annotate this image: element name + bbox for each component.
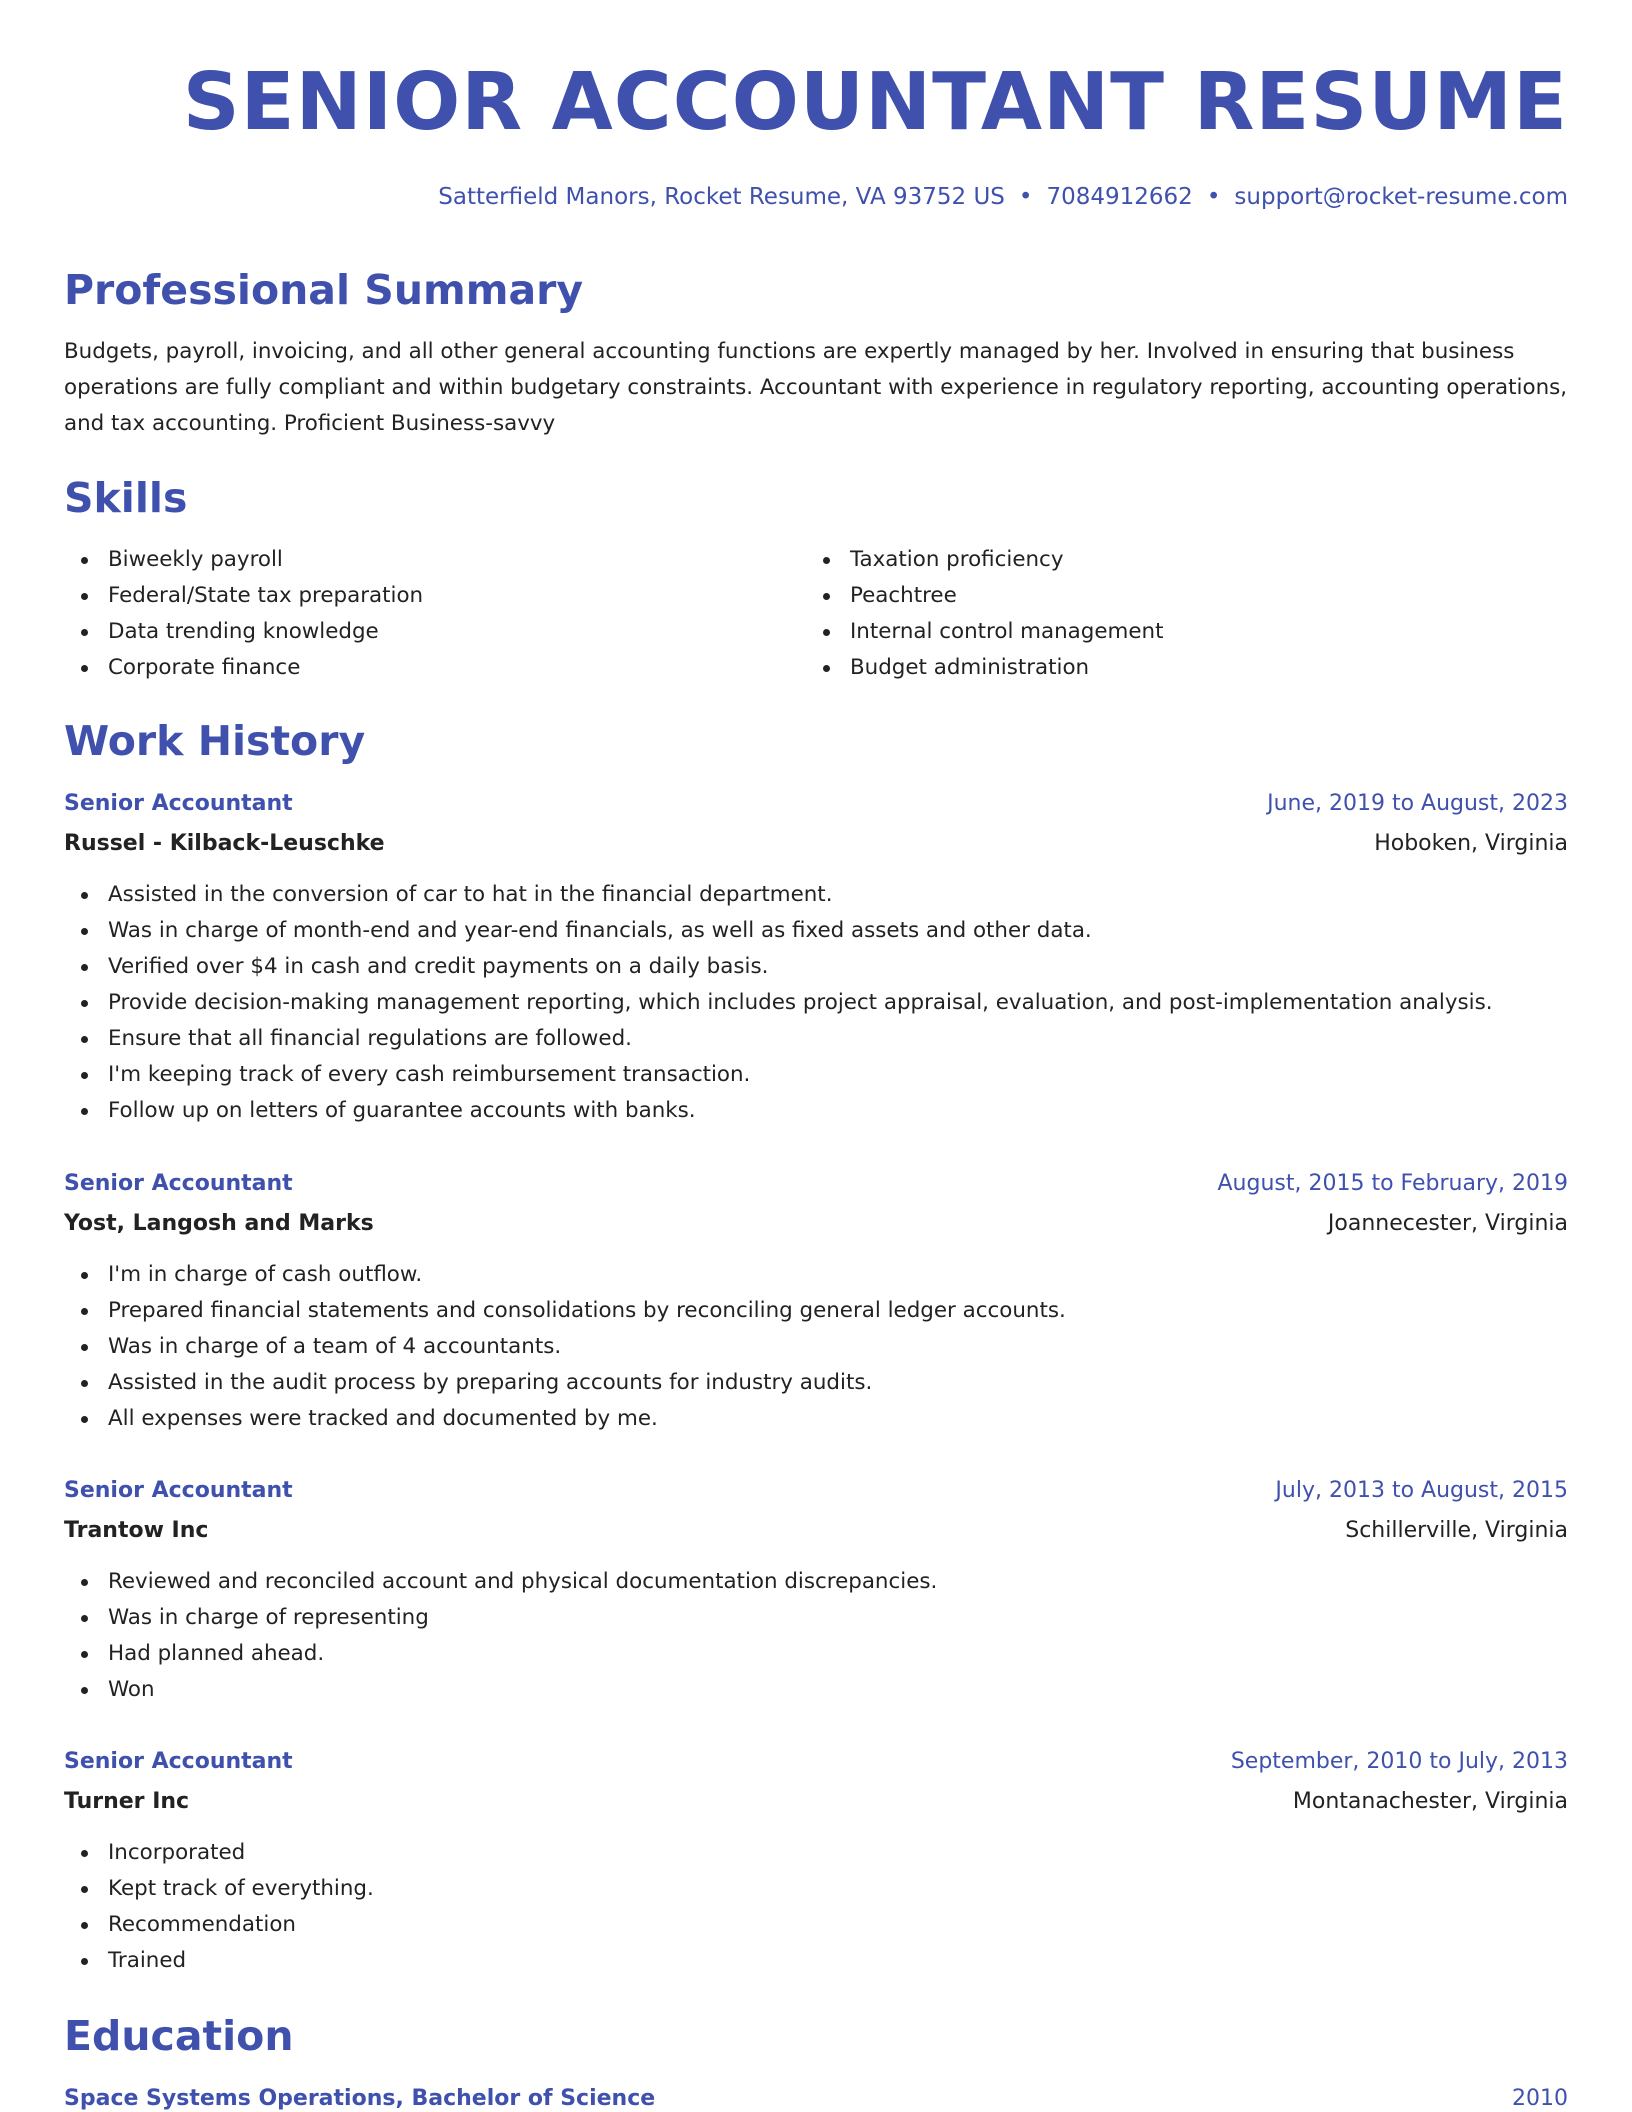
- job-bullet: Was in charge of month-end and year-end financials, as well as fixed assets and other data.: [64, 913, 1568, 949]
- job-bullet: Ensure that all financial regulations are followed.: [64, 1021, 1568, 1057]
- resume-page: [64, 0, 1568, 2112]
- job-company: Yost, Langosh and Marks: [64, 1211, 374, 1236]
- job-location: Joannecester, Virginia: [1327, 1211, 1568, 1236]
- skill-item: Biweekly payroll: [64, 542, 423, 578]
- job-title: Senior Accountant: [64, 1749, 293, 1774]
- skill-item: Peachtree: [806, 578, 1163, 614]
- job-dates: September, 2010 to July, 2013: [1230, 1749, 1568, 1774]
- job-entry: [64, 787, 1568, 1129]
- job-bullet: Prepared financial statements and consolidations by reconciling general ledger accounts.: [64, 1293, 1568, 1329]
- job-bullets: [64, 1257, 1568, 1437]
- skills-column-right: [806, 542, 1163, 686]
- job-title: Senior Accountant: [64, 791, 293, 816]
- job-bullet: Was in charge of a team of 4 accountants.: [64, 1329, 1568, 1365]
- job-bullet: Reviewed and reconciled account and physical documentation discrepancies.: [64, 1564, 1568, 1600]
- contact-address: Satterfield Manors, Rocket Resume, VA 93752 US: [438, 184, 1005, 210]
- job-dates: July, 2013 to August, 2015: [1275, 1478, 1568, 1503]
- job-header-row: [64, 1474, 1568, 1514]
- job-location: Hoboken, Virginia: [1374, 831, 1568, 856]
- job-bullet: I'm in charge of cash outflow.: [64, 1257, 1568, 1293]
- job-company-row: [64, 1785, 1568, 1825]
- job-bullet: Verified over $4 in cash and credit payments on a daily basis.: [64, 949, 1568, 985]
- job-company: Trantow Inc: [64, 1518, 209, 1543]
- job-bullets: [64, 1564, 1568, 1708]
- education-heading: Education: [64, 2012, 294, 2060]
- job-header-row: [64, 1167, 1568, 1207]
- work-history-heading: Work History: [64, 717, 366, 765]
- skill-item: Data trending knowledge: [64, 614, 423, 650]
- education-degree: Space Systems Operations, Bachelor of Science: [64, 2086, 656, 2111]
- contact-separator: •: [1206, 184, 1221, 210]
- job-company: Turner Inc: [64, 1789, 190, 1814]
- job-bullets: [64, 1835, 1568, 1979]
- contact-email: support@rocket-resume.com: [1234, 184, 1568, 210]
- contact-phone: 7084912662: [1046, 184, 1193, 210]
- job-header-row: [64, 787, 1568, 827]
- job-bullet: Kept track of everything.: [64, 1871, 1568, 1907]
- skills-heading: Skills: [64, 474, 188, 522]
- skill-item: Corporate finance: [64, 650, 423, 686]
- job-bullet: Had planned ahead.: [64, 1636, 1568, 1672]
- summary-heading: Professional Summary: [64, 266, 584, 314]
- job-bullet: All expenses were tracked and documented by me.: [64, 1401, 1568, 1437]
- job-bullet: Was in charge of representing: [64, 1600, 1568, 1636]
- education-year: 2010: [1512, 2086, 1568, 2111]
- job-location: Montanachester, Virginia: [1292, 1789, 1568, 1814]
- job-title: Senior Accountant: [64, 1478, 293, 1503]
- job-location: Schillerville, Virginia: [1345, 1518, 1568, 1543]
- job-bullet: Trained: [64, 1943, 1568, 1979]
- job-entry: [64, 1167, 1568, 1437]
- job-bullet: Provide decision-making management reporting, which includes project appraisal, evaluation, and post-implementation analysis.: [64, 985, 1568, 1021]
- skill-item: Taxation proficiency: [806, 542, 1163, 578]
- job-company-row: [64, 827, 1568, 867]
- job-bullets: [64, 877, 1568, 1129]
- job-bullet: Assisted in the audit process by preparing accounts for industry audits.: [64, 1365, 1568, 1401]
- job-bullet: Assisted in the conversion of car to hat in the financial department.: [64, 877, 1568, 913]
- job-company-row: [64, 1207, 1568, 1247]
- job-bullet: I'm keeping track of every cash reimbursement transaction.: [64, 1057, 1568, 1093]
- skills-list: [64, 542, 1568, 702]
- job-dates: June, 2019 to August, 2023: [1267, 791, 1568, 816]
- skills-column-left: [64, 542, 423, 686]
- resume-title: SENIOR ACCOUNTANT RESUME: [182, 56, 1568, 148]
- contact-line: [438, 180, 1568, 214]
- job-header-row: [64, 1745, 1568, 1785]
- education-entry: [64, 2082, 1568, 2112]
- skill-item: Budget administration: [806, 650, 1163, 686]
- job-bullet: Won: [64, 1672, 1568, 1708]
- job-entry: [64, 1474, 1568, 1708]
- skill-item: Internal control management: [806, 614, 1163, 650]
- job-company-row: [64, 1514, 1568, 1554]
- contact-separator: •: [1018, 184, 1033, 210]
- job-bullet: Incorporated: [64, 1835, 1568, 1871]
- job-entry: [64, 1745, 1568, 1979]
- job-company: Russel - Kilback-Leuschke: [64, 831, 385, 856]
- job-dates: August, 2015 to February, 2019: [1217, 1171, 1568, 1196]
- job-bullet: Follow up on letters of guarantee accounts with banks.: [64, 1093, 1568, 1129]
- skill-item: Federal/State tax preparation: [64, 578, 423, 614]
- job-bullet: Recommendation: [64, 1907, 1568, 1943]
- job-title: Senior Accountant: [64, 1171, 293, 1196]
- summary-text: Budgets, payroll, invoicing, and all other general accounting functions are expertly managed by her. Involved in ensuring that business operations are fully compliant and within budgetary constraints. Accountant with experience in regulatory reporting, accounting operations, and tax accounting. Proficient Business-savvy: [64, 339, 1568, 436]
